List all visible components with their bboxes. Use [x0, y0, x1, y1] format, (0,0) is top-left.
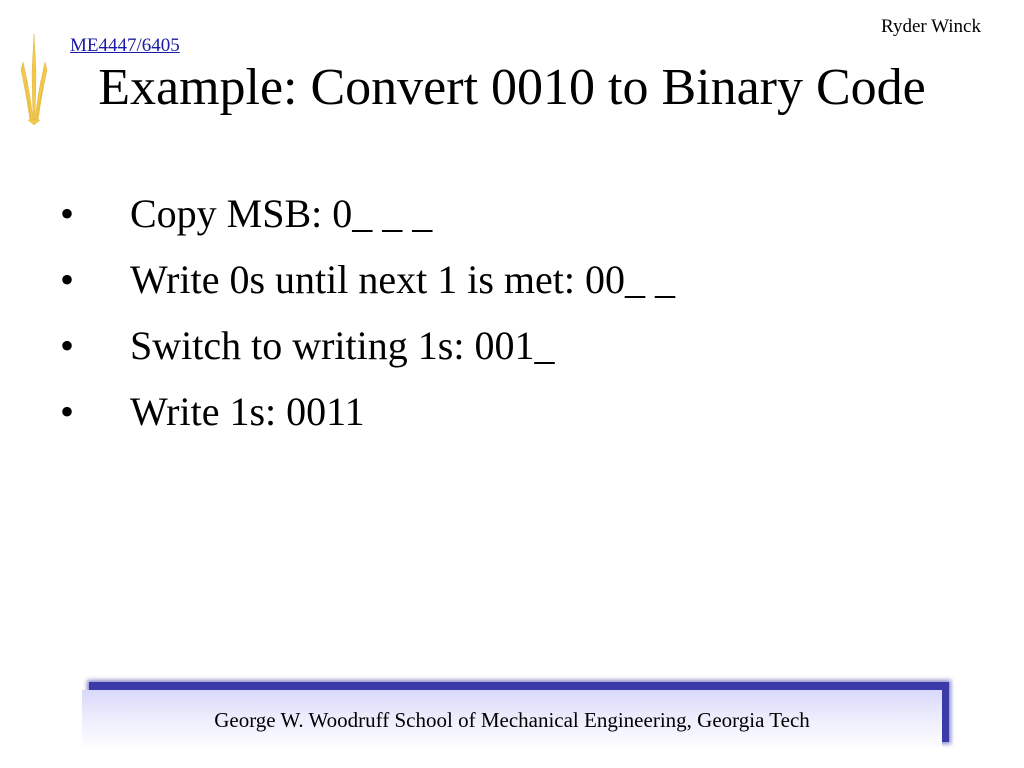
bullet-marker: • [60, 257, 75, 302]
bullet-item [60, 188, 675, 254]
bullet-marker: • [60, 191, 75, 236]
bullet-item [60, 386, 675, 452]
bullet-item [60, 320, 675, 386]
bullet-marker: • [60, 323, 75, 368]
bullet-list [60, 188, 675, 452]
bullet-text: Write 1s: 0011 [130, 389, 365, 434]
bullet-text: Switch to writing 1s: 001_ [130, 323, 555, 368]
course-code: ME4447/6405 [70, 35, 180, 56]
flame-tower-icon [20, 32, 48, 126]
bullet-marker: • [60, 389, 75, 434]
bullet-text: Copy MSB: 0_ _ _ [130, 191, 433, 236]
bullet-text: Write 0s until next 1 is met: 00_ _ [130, 257, 675, 302]
footer-banner [82, 690, 942, 750]
bullet-item [60, 254, 675, 320]
footer-text: George W. Woodruff School of Mechanical Engineering, Georgia Tech [214, 707, 810, 732]
slide-title: Example: Convert 0010 to Binary Code [98, 59, 926, 116]
author-name: Ryder Winck [881, 16, 981, 37]
